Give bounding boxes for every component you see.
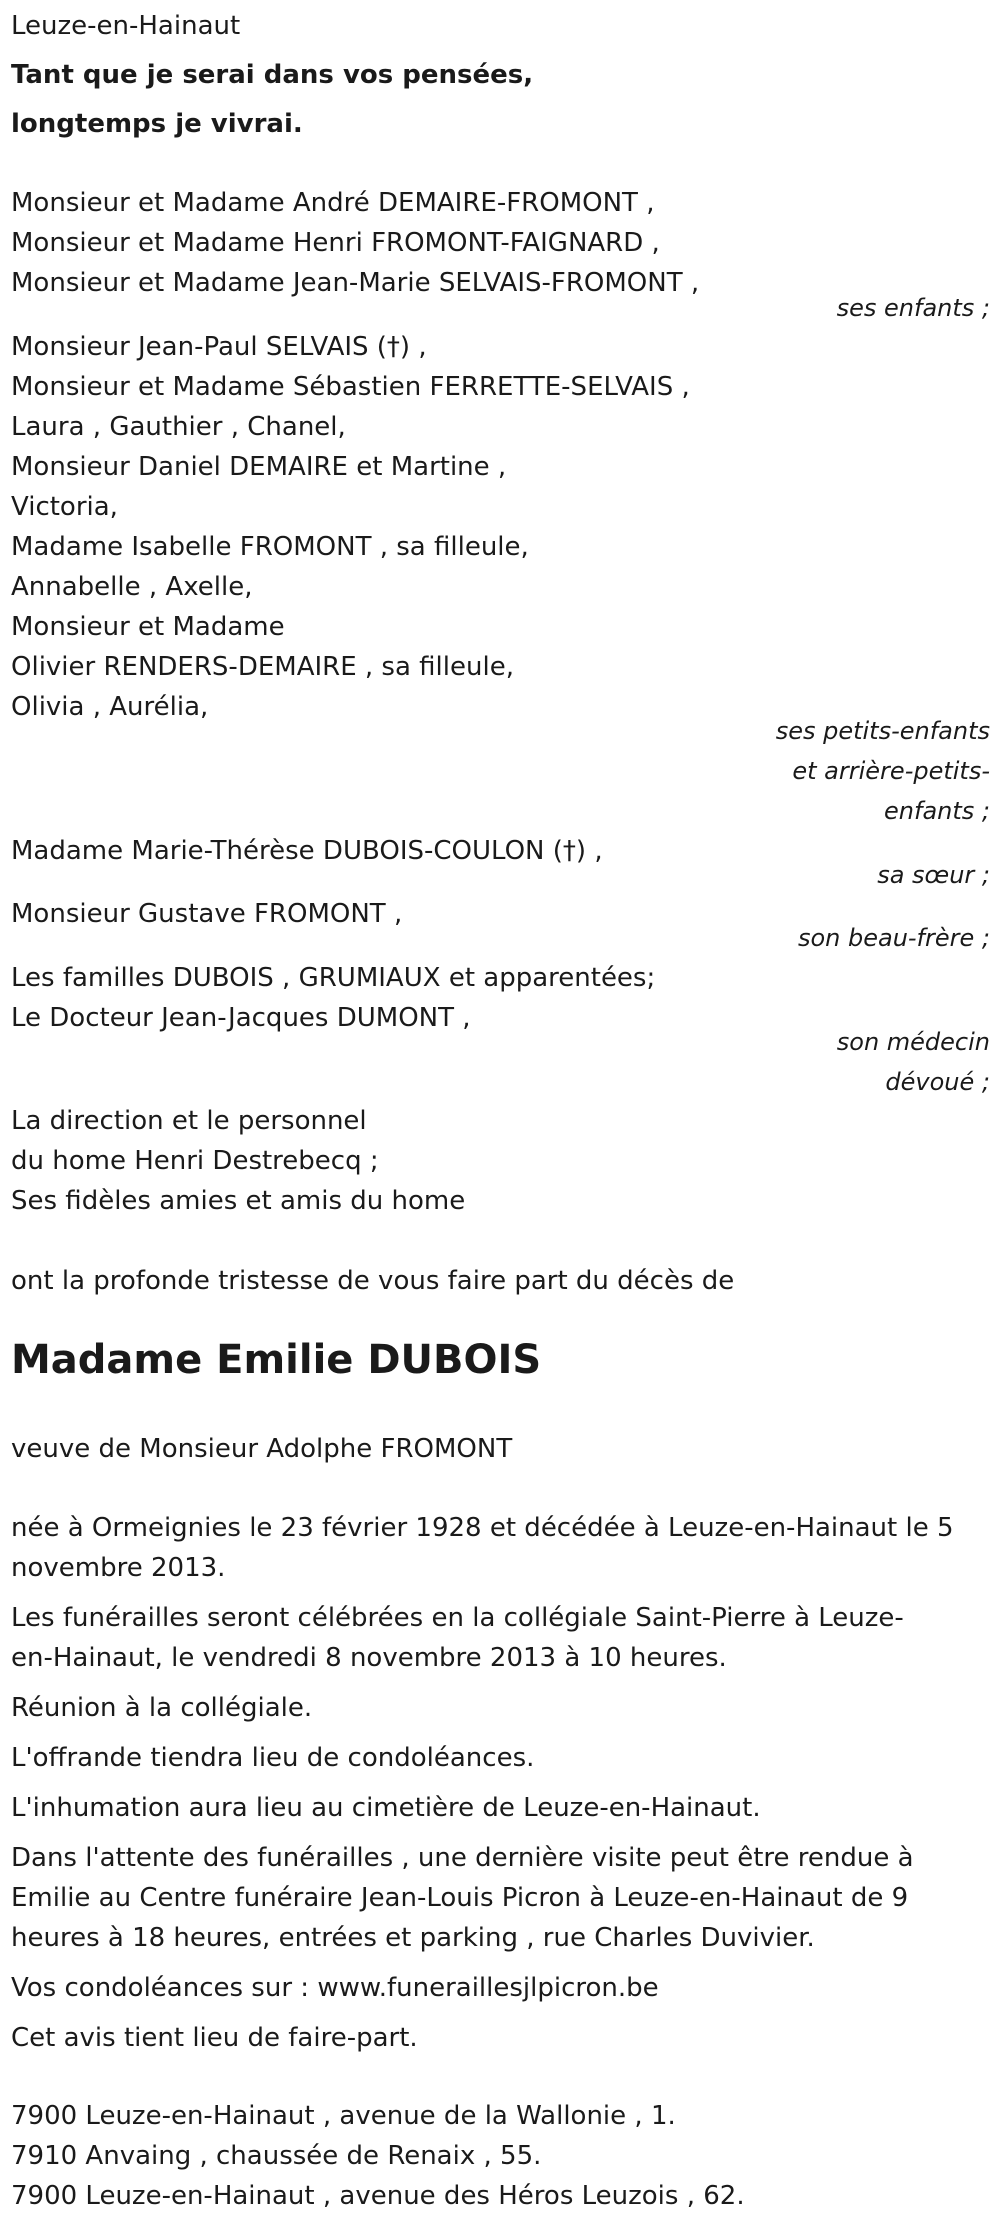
grandchild-line: Laura , Gauthier , Chanel, [11, 412, 346, 442]
doctor-label: son médecin [836, 1028, 990, 1056]
grandchildren-label: et arrière-petits- [792, 757, 990, 785]
home-staff-line: Ses fidèles amies et amis du home [11, 1186, 466, 1216]
quote-line-1: Tant que je serai dans vos pensées, [11, 60, 534, 90]
grandchildren-label: ses petits-enfants [775, 717, 990, 745]
reunion-line: Réunion à la collégiale. [11, 1693, 313, 1723]
grandchild-line: Olivia , Aurélia, [11, 692, 209, 722]
child-line: Monsieur et Madame Henri FROMONT-FAIGNARD , [11, 228, 660, 258]
sister-line: Madame Marie-Thérèse DUBOIS-COULON (†) , [11, 836, 603, 866]
grandchildren-label: enfants ; [884, 797, 990, 825]
child-line: Monsieur et Madame Jean-Marie SELVAIS-FROMONT , [11, 268, 700, 298]
grandchild-line: Monsieur Daniel DEMAIRE et Martine , [11, 452, 507, 482]
visit-line: Dans l'attente des funérailles , une dernière visite peut être rendue à [11, 1843, 914, 1873]
sister-label: sa sœur ; [877, 861, 990, 889]
quote-line-2: longtemps je vivrai. [11, 109, 303, 139]
funeral-line: Les funérailles seront célébrées en la collégiale Saint-Pierre à Leuze- [11, 1603, 904, 1633]
birth-death-line: née à Ormeignies le 23 février 1928 et décédée à Leuze-en-Hainaut le 5 [11, 1513, 954, 1543]
burial-line: L'inhumation aura lieu au cimetière de Leuze-en-Hainaut. [11, 1793, 761, 1823]
grandchild-line: Annabelle , Axelle, [11, 572, 253, 602]
grandchild-line: Victoria, [11, 492, 118, 522]
doctor-line: Le Docteur Jean-Jacques DUMONT , [11, 1003, 471, 1033]
grandchild-line: Monsieur et Madame Sébastien FERRETTE-SELVAIS , [11, 372, 690, 402]
visit-line: Emilie au Centre funéraire Jean-Louis Picron à Leuze-en-Hainaut de 9 [11, 1883, 909, 1913]
brother-in-law-line: Monsieur Gustave FROMONT , [11, 899, 403, 929]
grandchild-line: Olivier RENDERS-DEMAIRE , sa filleule, [11, 652, 514, 682]
address-line: 7900 Leuze-en-Hainaut , avenue des Héros Leuzois , 62. [11, 2181, 745, 2211]
families-line: Les familles DUBOIS , GRUMIAUX et apparentées; [11, 963, 656, 993]
doctor-label: dévoué ; [885, 1068, 990, 1096]
children-label: ses enfants ; [836, 294, 990, 322]
address-line: 7900 Leuze-en-Hainaut , avenue de la Wallonie , 1. [11, 2101, 676, 2131]
condolences-line: Vos condoléances sur : www.funeraillesjlpicron.be [11, 1973, 659, 2003]
offering-line: L'offrande tiendra lieu de condoléances. [11, 1743, 535, 1773]
notice-line: Cet avis tient lieu de faire-part. [11, 2023, 418, 2053]
deceased-name: Madame Emilie DUBOIS [11, 1337, 542, 1383]
home-staff-line: du home Henri Destrebecq ; [11, 1146, 379, 1176]
announcement: ont la profonde tristesse de vous faire part du décès de [11, 1266, 735, 1296]
home-staff-line: La direction et le personnel [11, 1106, 367, 1136]
visit-line: heures à 18 heures, entrées et parking , rue Charles Duvivier. [11, 1923, 815, 1953]
grandchild-line: Monsieur et Madame [11, 612, 285, 642]
address-line: 7910 Anvaing , chaussée de Renaix , 55. [11, 2141, 542, 2171]
widow-of: veuve de Monsieur Adolphe FROMONT [11, 1434, 513, 1464]
grandchild-line: Monsieur Jean-Paul SELVAIS (†) , [11, 332, 427, 362]
grandchild-line: Madame Isabelle FROMONT , sa filleule, [11, 532, 529, 562]
place-header: Leuze-en-Hainaut [11, 11, 241, 41]
child-line: Monsieur et Madame André DEMAIRE-FROMONT , [11, 188, 655, 218]
birth-death-line: novembre 2013. [11, 1553, 226, 1583]
funeral-line: en-Hainaut, le vendredi 8 novembre 2013 à 10 heures. [11, 1643, 727, 1673]
brother-in-law-label: son beau-frère ; [797, 924, 990, 952]
